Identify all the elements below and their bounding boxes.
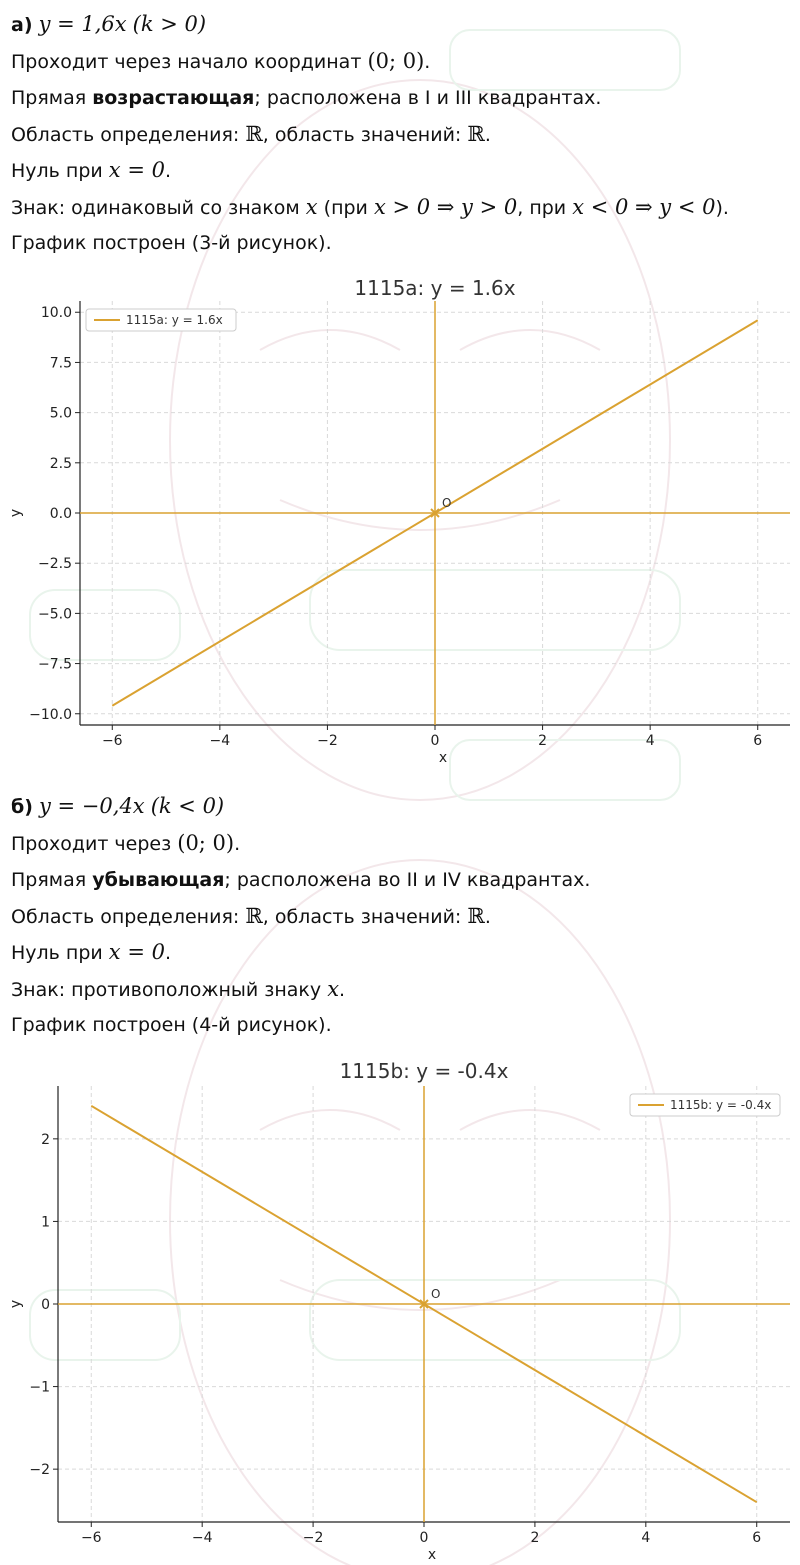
math-span: ℝ <box>245 904 263 928</box>
x-axis-label: x <box>427 1547 437 1563</box>
math-span: (0; 0) <box>367 49 425 73</box>
text-span: , область значений: <box>262 906 468 928</box>
x-tick-label: −6 <box>101 733 123 749</box>
x-tick-label: −4 <box>191 1530 213 1546</box>
y-tick-label: 2 <box>41 1131 50 1148</box>
legend-entry: 1115b: y = -0.4x <box>670 1098 772 1112</box>
chart-title: 1115b: y = -0.4x <box>339 1059 509 1083</box>
text-span: . <box>164 942 171 964</box>
y-tick-label: 0.0 <box>49 506 72 522</box>
legend-entry: 1115a: y = 1.6x <box>126 313 223 327</box>
text-span: Прямая <box>11 87 93 109</box>
y-tick-label: −10.0 <box>29 706 72 723</box>
section-b-line-5 <box>11 977 345 1002</box>
y-tick-label: −5.0 <box>38 606 72 623</box>
y-tick-label: −2 <box>29 1462 50 1479</box>
math-span: x < 0 ⇒ y < 0 <box>572 195 716 219</box>
math-span: (0; 0) <box>177 831 235 855</box>
text-span: ; расположена во II и IV квадрантах. <box>224 869 591 891</box>
math-span: x = 0 <box>108 940 165 964</box>
text-span: Прямая <box>11 869 93 891</box>
x-tick-label: 4 <box>645 733 655 749</box>
x-tick-label: 0 <box>430 733 440 749</box>
y-tick-label: 0 <box>41 1297 50 1313</box>
section-b-heading <box>11 794 224 819</box>
chart-1115b <box>0 1050 800 1565</box>
math-span: ℝ <box>245 122 263 146</box>
y-tick-label: 5.0 <box>49 405 72 422</box>
section-a-formula: y = 1,6x <box>38 12 127 36</box>
text-span: . <box>234 833 241 855</box>
section-a-line-3 <box>11 122 491 147</box>
bold-span: возрастающая <box>92 87 255 109</box>
x-tick-label: −4 <box>209 733 231 749</box>
text-span: (при <box>317 197 374 219</box>
text-span: . <box>164 160 171 182</box>
text-span: Знак: противоположный знаку <box>11 979 328 1001</box>
origin-label: O <box>442 496 452 510</box>
y-tick-label: −1 <box>29 1379 50 1396</box>
y-tick-label: −7.5 <box>38 656 72 673</box>
math-span: x = 0 <box>108 158 165 182</box>
math-span: ℝ <box>467 904 485 928</box>
bold-span: убывающая <box>92 869 225 891</box>
x-axis-label: x <box>438 750 448 766</box>
section-b-label: б) <box>11 796 33 818</box>
text-span: Область определения: <box>11 906 246 928</box>
y-axis-label: y <box>8 508 24 518</box>
section-a-condition: (k > 0) <box>132 12 207 36</box>
math-span: x <box>305 195 318 219</box>
section-a-line-5 <box>11 195 729 220</box>
math-span: x > 0 ⇒ y > 0 <box>373 195 518 219</box>
text-span: . <box>484 124 491 146</box>
section-b-line-3 <box>11 904 491 929</box>
y-tick-label: −2.5 <box>38 556 72 573</box>
y-tick-label: 1 <box>41 1214 50 1231</box>
y-tick-label: 2.5 <box>49 455 72 472</box>
x-tick-label: −2 <box>317 733 338 749</box>
text-span: Нуль при <box>11 942 109 964</box>
text-span: ; расположена в I и III квадрантах. <box>254 87 602 109</box>
x-tick-label: −6 <box>80 1530 102 1546</box>
section-b-line-2 <box>11 868 590 892</box>
text-span: , область значений: <box>262 124 468 146</box>
x-tick-label: 2 <box>538 733 548 749</box>
text-span: . <box>484 906 491 928</box>
text-span: ). <box>715 197 729 219</box>
section-b-line-6: График построен (4-й рисунок). <box>11 1014 332 1036</box>
section-a-line-4 <box>11 158 171 183</box>
section-a-line-2 <box>11 86 601 110</box>
text-span: . <box>424 51 431 73</box>
section-a-line-1 <box>11 49 430 74</box>
x-tick-label: 4 <box>641 1530 651 1546</box>
y-axis-label: y <box>8 1299 24 1309</box>
text-span: , при <box>517 197 573 219</box>
section-b-condition: (k < 0) <box>150 794 225 818</box>
section-b-line-1 <box>11 831 240 856</box>
x-tick-label: 0 <box>419 1530 429 1546</box>
text-span: Нуль при <box>11 160 109 182</box>
origin-label: O <box>431 1287 441 1301</box>
chart-1115a <box>0 265 800 770</box>
text-span: Проходит через <box>11 833 178 855</box>
x-tick-label: 6 <box>752 1530 762 1546</box>
section-a-heading <box>11 12 206 37</box>
text-span: Проходит через начало координат <box>11 51 368 73</box>
section-b-line-4 <box>11 940 171 965</box>
text-span: Знак: одинаковый со знаком <box>11 197 306 219</box>
x-tick-label: 2 <box>530 1530 540 1546</box>
x-tick-label: 6 <box>753 733 763 749</box>
text-span: . <box>339 979 346 1001</box>
chart-title: 1115a: y = 1.6x <box>354 276 516 300</box>
math-span: x <box>327 977 340 1001</box>
math-span: ℝ <box>467 122 485 146</box>
section-a-label: а) <box>11 14 33 36</box>
y-tick-label: 10.0 <box>40 305 72 322</box>
section-a-line-6: График построен (3-й рисунок). <box>11 232 332 254</box>
y-tick-label: 7.5 <box>49 355 72 372</box>
text-span: Область определения: <box>11 124 246 146</box>
x-tick-label: −2 <box>302 1530 324 1546</box>
section-b-formula: y = −0,4x <box>39 794 145 818</box>
